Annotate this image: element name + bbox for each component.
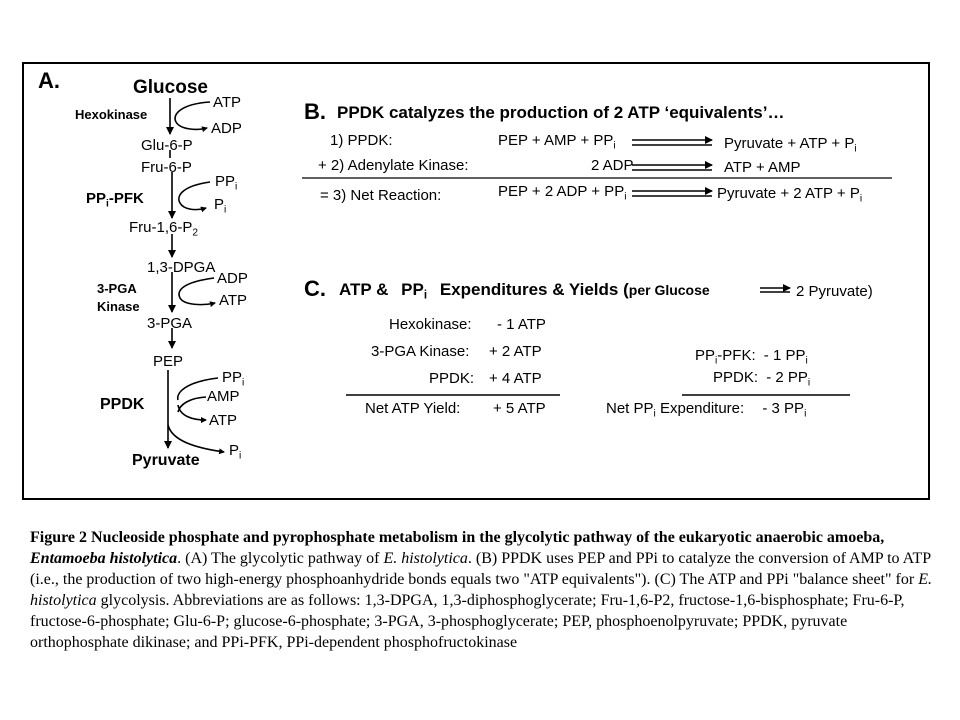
atp-label-2: ATP <box>219 292 248 309</box>
3pga-label: 3-PGA <box>147 315 193 332</box>
amp-label: AMP <box>207 388 240 405</box>
ppdk-curve-atp <box>178 405 206 420</box>
row1-left: PEP + AMP + $PP_i$ <box>498 132 616 152</box>
row1-right: Pyruvate + ATP + $P_i$ <box>724 135 857 155</box>
row1-label: 1) PPDK: <box>330 132 393 149</box>
caption-species-short-2: E. histolytica <box>30 571 932 609</box>
pga-kinase-curve <box>179 278 215 305</box>
panel-b-label: B. <box>304 99 326 124</box>
net-ppi-row: Net $PP_i$ Expenditure: - 3 $PP_i$ <box>606 400 807 420</box>
per-glucose-arrow <box>760 288 790 292</box>
caption-text-c: glycolysis. Abbreviations are as follows: 1,3-DPGA, 1,3-diphosphoglycerate; Fru-1,6-P2, fructose-1,6-bisphosphate; Fru-6-P, fructose-6-phosphate; Glu-6-P; glucose-6-phosphate; 3-PGA, 3-phosphoglycerate; PEP, phosphoenolpyruvate; PPDK, pyruvate orthophosphate dikinase; and PPi-PFK, PPi-dependent phosphofructokinase <box>30 592 905 651</box>
atp-label-1: ATP <box>213 94 242 111</box>
ppdk-ppi-row: PPDK: - 2 $PP_i$ <box>713 369 811 389</box>
panel-c-label: C. <box>304 276 326 301</box>
fru6p-label: Fru-6-P <box>141 159 192 176</box>
row2-right: ATP + AMP <box>724 159 801 176</box>
figure-caption <box>30 527 940 653</box>
panel-b-title: PPDK catalyzes the production of 2 ATP ‘equivalents’… <box>337 103 785 122</box>
reaction-arrow-2 <box>632 165 712 170</box>
atp-row-2-label: PPDK: <box>429 370 475 387</box>
caption-title: Nucleoside phosphate and pyrophosphate metabolism in the glycolytic pathway of the eukaryotic anaerobic amoeba, <box>91 529 885 546</box>
caption-species-short-1: E. histolytica <box>383 550 468 567</box>
atp-row-2-value: + 4 ATP <box>489 370 542 387</box>
caption-text-a: . (A) The glycolytic pathway of <box>177 550 384 567</box>
net-atp-value: + 5 ATP <box>493 400 546 417</box>
row3-left: PEP + 2 ADP + $PP_i$ <box>498 183 627 203</box>
hexokinase-label: Hexokinase <box>75 107 148 122</box>
ppi-label-1: $PP_i$ <box>215 173 238 193</box>
panel-c-title: ATP & $PP_i$ Expenditures & Yields (per Glucose <box>339 280 710 302</box>
pi-label-1: $P_i$ <box>214 196 227 216</box>
pga-kinase-line1: 3-PGA <box>97 281 137 296</box>
atp-row-1-label: 3-PGA Kinase: <box>371 343 470 360</box>
pfk-curve <box>179 182 210 210</box>
ppi-pfk-label: $PP_i$-PFK <box>86 190 144 210</box>
fru16p2-label: Fru-$1,6-P_2$ <box>129 219 199 239</box>
atp-label-3: ATP <box>209 412 238 429</box>
pyruvate-label: Pyruvate <box>132 452 200 469</box>
caption-species: Entamoeba histolytica <box>30 550 178 567</box>
glu6p-label: Glu-6-P <box>141 137 193 154</box>
ppdk-curve-pi <box>168 425 224 452</box>
ppdk-label: PPDK <box>100 396 145 413</box>
pi-label-2: $P_i$ <box>229 442 242 462</box>
row2-left: 2 ADP <box>591 157 634 174</box>
row3-label: = 3) Net Reaction: <box>320 187 442 204</box>
ppdk-curve-amp <box>178 397 206 412</box>
row2-label: + 2) Adenylate Kinase: <box>318 157 469 174</box>
net-atp-label: Net ATP Yield: <box>365 400 461 417</box>
caption-fig-number: Figure 2 <box>30 529 88 546</box>
panel-a-label: A. <box>38 68 60 93</box>
glucose-label: Glucose <box>133 77 208 98</box>
reaction-arrow-1 <box>632 140 712 145</box>
atp-row-0-value: - 1 ATP <box>497 316 546 333</box>
pga-kinase-line2: Kinase <box>97 299 140 314</box>
pep-label: PEP <box>153 353 184 370</box>
ppi-pfk-row: $PP_i$-PFK: - 1 $PP_i$ <box>695 347 808 367</box>
caption-text-b: . (B) PPDK uses PEP and PPi to catalyze the conversion of AMP to ATP (i.e., the production of two high-energy phosphoanhydride bonds equals two "ATP equivalents"). (C) The ATP and PPi "balance sheet" for <box>30 550 931 588</box>
adp-label-2: ADP <box>217 270 248 287</box>
panel-c-title-end: 2 Pyruvate) <box>796 283 873 300</box>
dpga-label: 1,3-DPGA <box>147 259 216 276</box>
ppi-label-2: $PP_i$ <box>222 369 245 389</box>
atp-row-0-label: Hexokinase: <box>389 316 472 333</box>
adp-label-1: ADP <box>211 120 242 137</box>
atp-row-1-value: + 2 ATP <box>489 343 542 360</box>
row3-right: Pyruvate + 2 ATP + $P_i$ <box>717 185 863 205</box>
hexokinase-curve <box>175 102 210 129</box>
reaction-arrow-3 <box>632 191 712 196</box>
